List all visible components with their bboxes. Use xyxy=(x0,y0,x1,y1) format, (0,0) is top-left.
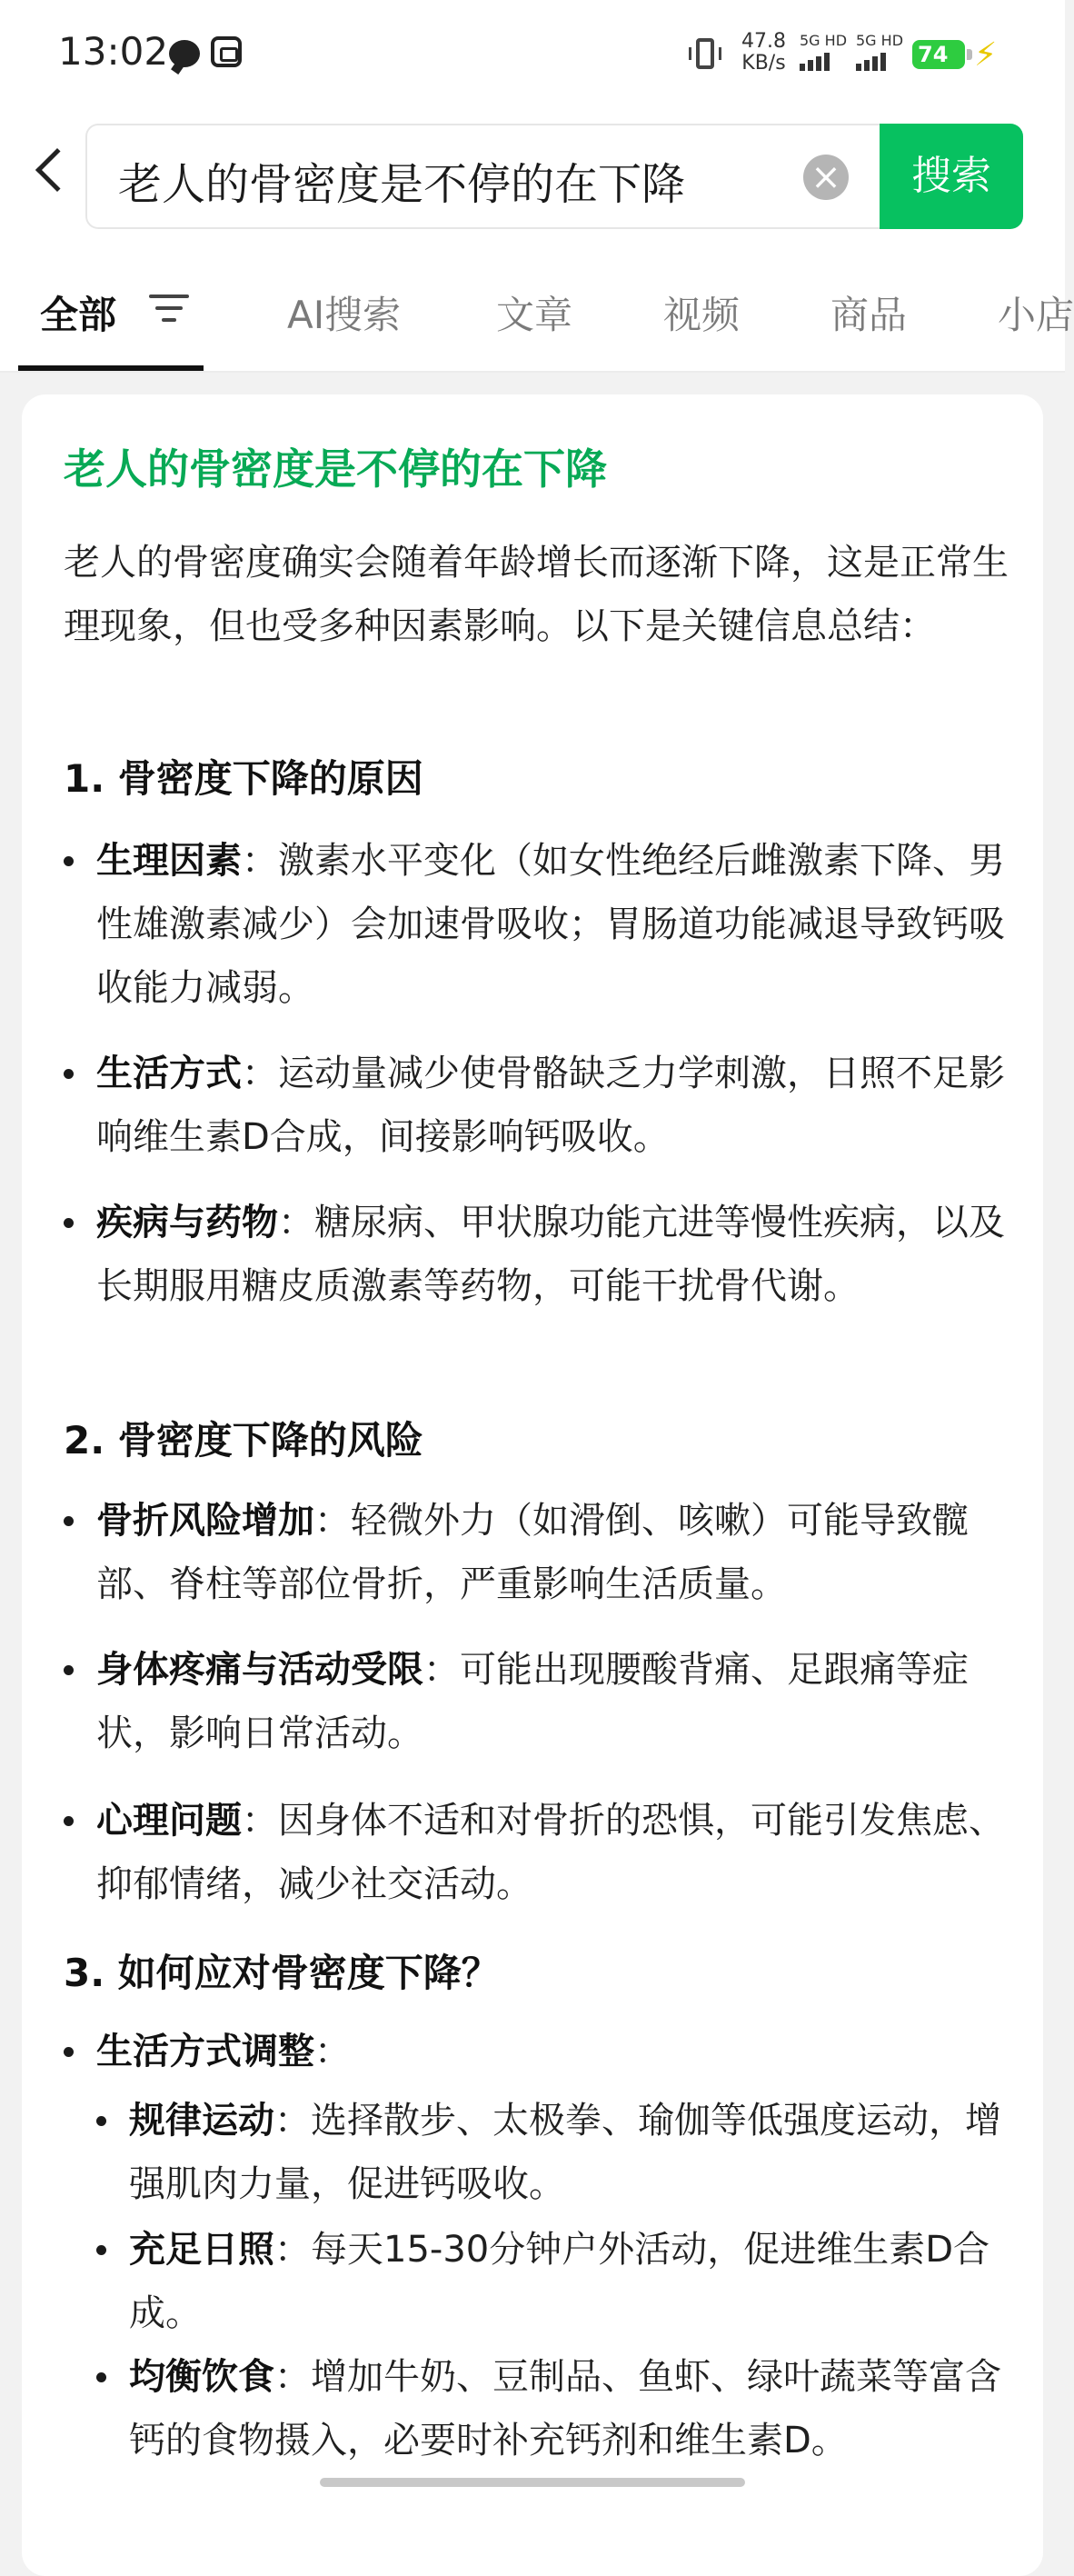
sim2-label: 5G HD xyxy=(856,32,904,49)
list-item xyxy=(96,1638,1014,1765)
active-tab-indicator xyxy=(18,365,204,371)
item-term: 身体疼痛与活动受限 xyxy=(96,1649,423,1691)
chat-notification-icon xyxy=(169,40,200,67)
status-time: 13:02 xyxy=(58,29,169,74)
tab-videos[interactable]: 视频 xyxy=(663,293,741,337)
item-text: ： xyxy=(314,2031,351,2072)
bullet-dot xyxy=(64,1069,74,1079)
list-item xyxy=(96,1489,1014,1616)
list-item xyxy=(96,1789,1014,1916)
item-text: ：选择散步、太极拳、瑜伽等低强度运动，增强肌肉力量，促进钙吸收。 xyxy=(129,2100,1001,2205)
tab-shops[interactable]: 小店 xyxy=(998,293,1074,337)
item-text: ：激素水平变化（如女性绝经后雌激素下降、男性雄激素减少）会加速骨吸收；胃肠道功能减退导致钙吸收能力减弱。 xyxy=(96,840,1005,1009)
sub-list-item xyxy=(129,2345,1019,2472)
app-notification-icon xyxy=(211,36,242,67)
item-term: 骨折风险增加 xyxy=(96,1500,314,1542)
item-term: 疾病与药物 xyxy=(96,1202,278,1243)
clear-icon[interactable]: × xyxy=(803,155,849,200)
sub-list-item xyxy=(129,2218,1019,2345)
section-heading: 3. 如何应对骨密度下降？ xyxy=(64,1951,500,1995)
tab-products[interactable]: 商品 xyxy=(830,293,908,337)
section-heading: 1. 骨密度下降的原因 xyxy=(64,756,423,801)
search-button[interactable]: 搜索 xyxy=(880,124,1023,229)
bullet-dot xyxy=(64,2047,74,2057)
item-text: ：可能出现腰酸背痛、足跟痛等症状，影响日常活动。 xyxy=(96,1649,969,1754)
bullet-dot xyxy=(96,2116,106,2126)
item-term: 生活方式调整 xyxy=(96,2031,314,2072)
item-text: ：轻微外力（如滑倒、咳嗽）可能导致髋部、脊柱等部位骨折，严重影响生活质量。 xyxy=(96,1500,969,1605)
network-speed xyxy=(741,31,786,75)
list-item xyxy=(96,2020,1014,2083)
battery-icon xyxy=(912,40,965,69)
sub-list-item xyxy=(129,2089,1019,2216)
list-item xyxy=(96,1191,1014,1318)
sim1-signal-icon xyxy=(800,33,847,71)
bullet-dot xyxy=(96,2245,106,2255)
charging-bolt-icon: ⚡ xyxy=(974,36,998,74)
tab-articles[interactable]: 文章 xyxy=(496,293,573,337)
item-term: 生活方式 xyxy=(96,1053,242,1094)
item-text: ：运动量减少使骨骼缺乏力学刺激，日照不足影响维生素D合成，间接影响钙吸收。 xyxy=(96,1053,1005,1158)
filter-icon[interactable] xyxy=(149,293,189,324)
item-term: 生理因素 xyxy=(96,840,242,882)
home-indicator[interactable] xyxy=(320,2478,745,2487)
item-term: 心理问题 xyxy=(96,1800,242,1842)
vibrate-icon xyxy=(696,38,714,69)
item-text: ：因身体不适和对骨折的恐惧，可能引发焦虑、抑郁情绪，减少社交活动。 xyxy=(96,1800,1005,1905)
item-text: ：增加牛奶、豆制品、鱼虾、绿叶蔬菜等富含钙的食物摄入，必要时补充钙剂和维生素D。 xyxy=(129,2356,1001,2461)
answer-intro: 老人的骨密度确实会随着年龄增长而逐渐下降，这是正常生理现象，但也受多种因素影响。以下是关键信息总结： xyxy=(64,542,1009,647)
bullet-dot xyxy=(64,1816,74,1826)
bullet-dot xyxy=(64,1516,74,1526)
item-term: 均衡饮食 xyxy=(129,2356,274,2398)
sim2-signal-icon xyxy=(856,33,903,71)
bullet-dot xyxy=(64,1218,74,1228)
search-query-text[interactable]: 老人的骨密度是不停的在下降 xyxy=(118,159,686,210)
item-text: ：糖尿病、甲状腺功能亢进等慢性疾病，以及长期服用糖皮质激素等药物，可能干扰骨代谢。 xyxy=(96,1202,1005,1307)
item-text: ：每天15-30分钟户外活动，促进维生素D合成。 xyxy=(129,2229,990,2334)
list-item xyxy=(96,829,1014,1020)
list-item xyxy=(96,1042,1014,1169)
tab-all[interactable]: 全部 xyxy=(40,293,117,337)
bullet-dot xyxy=(64,1665,74,1675)
item-term: 规律运动 xyxy=(129,2100,274,2142)
section-heading: 2. 骨密度下降的风险 xyxy=(64,1418,423,1463)
bullet-dot xyxy=(64,856,74,866)
network-speed-unit: KB/s xyxy=(741,52,786,75)
bullet-dot xyxy=(96,2372,106,2382)
tab-ai-search[interactable]: AI搜索 xyxy=(287,293,402,337)
answer-title[interactable]: 老人的骨密度是不停的在下降 xyxy=(64,444,607,494)
battery-level: 74 xyxy=(918,42,949,67)
network-speed-value: 47.8 xyxy=(741,30,786,53)
sim1-label: 5G HD xyxy=(800,32,848,49)
item-term: 充足日照 xyxy=(129,2229,274,2271)
